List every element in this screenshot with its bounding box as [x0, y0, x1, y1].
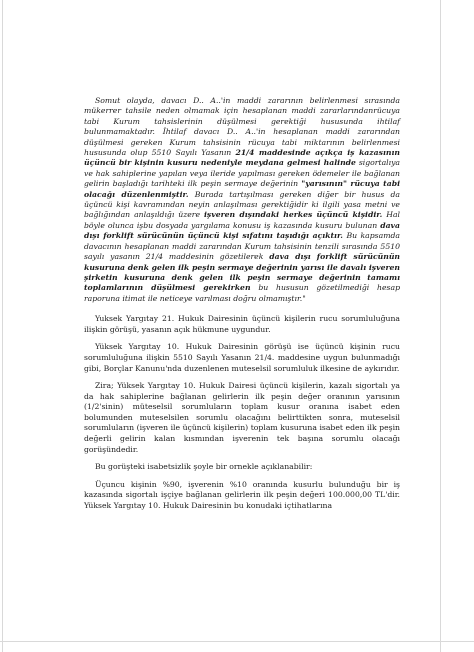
paragraph-example: Üçuncu kişinin %90, işverenin %10 oranında kusurlu bulunduğu bir iş kazasında sigortalı işçiye bağlanan gelirlerin ilk peşin değeri 100.000,00 TL'dir. Yüksek Yargıtay 10. Hukuk Dairesinin bu konudaki içtihatlarına	[84, 479, 400, 511]
quote-emphasis: 21/4 maddesinde açıkça iş kazasının üçüncü bir kişinin kusuru nedeniyle meydana gelmesi halinde	[84, 148, 400, 168]
quote-segment: sigortalıya ve hak sahiplerine yapılan veya ileride yapılması gereken ödemeler ile bağlanan gelirin başladığı tarihteki ilk peşin sermaye değerinin	[84, 158, 400, 189]
page-bottom-edge	[0, 641, 474, 642]
quote-emphasis: dava dışı forklift sürücünün üçüncü kişi sıfatını taşıdığı açıktır.	[84, 220, 400, 241]
quote-segment: Burada tartışılması gereken diğer bir husus da üçüncü kişi kavramından neyin anlaşılması gerektiğidir ki ilgili yasa metni ve bağlığından anlaşıldığı üzere	[84, 189, 401, 220]
page-body	[84, 96, 400, 512]
quote-segment: bu hususun gözetilmediği hesap raporuna itimat ile neticeye varılması doğru olmamıştır."	[84, 283, 400, 303]
quote-segment: Somut olayda, davacı D.. A..'in maddi zararının belirlenmesi sırasında mükerrer tahsile neden olmamak için hesaplanan maddi zararlarındanrücuya tabi Kurum tahsislerinin düşülmesi gerektiği hususunda ihtilaf bulunmamaktadır. İhtilaf davacı D.. A..'in hesaplanan maddi zararından düşülmesi gereken Kurum tahsisinin rücuya tabi miktarının belirlenmesi hususunda olup 5510 Sayılı Yasanın	[84, 96, 400, 158]
quote-segment: Bu kapsamda davacının hesaplanan maddi zararından Kurum tahsisinin tenzili sırasında 5510 sayılı yasanın 21/4 maddesinin gözetilerek	[84, 231, 400, 262]
paragraph-10th-chamber-view: Yüksek Yargıtay 10. Hukuk Dairesinin görüşü ise üçüncü kişinin rucu sorumluluğuna ilişkin 5510 Sayılı Yasanın 21/4. maddesine uygun bulunmadığı gibi, Borçlar Kanunu'nda duzenlenen muteselsil sorumluluk ilkesine de aykırıdır.	[84, 342, 400, 373]
quote-emphasis: dava dışı forklift sürücünün kusuruna denk gelen ilk peşin sermaye değerinin yarısı ile davalı işveren şirketin kusuruna denk gelen ilk peşin sermaye değerinin tamamı toplamlarının düşülmesi gerekirken	[84, 252, 401, 293]
quote-emphasis: "yarısının" rücuya tabi olacağı düzenlenmiştir.	[84, 179, 400, 199]
quote-emphasis: işveren dışındaki herkes üçüncü kişidir.	[204, 210, 383, 220]
quote-segment: Hal böyle olunca işbu dosyada yargılama konusu iş kazasında kusuru bulunan	[84, 210, 400, 230]
page-right-edge	[440, 0, 441, 652]
page-left-edge	[2, 0, 3, 652]
paragraph-10th-chamber-reasoning: Zira; Yüksek Yargıtay 10. Hukuk Dairesi üçüncü kişilerin, kazalı sigortalı ya da hak sahiplerine bağlanan gelirlerin ilk peşin değer oranının yarısının (1/2'sinin) müteselsil sorumluların toplam kusur oranına isabet eden bolumunden muteselsilen sorumlu olacağını belirttikten sonra, muteselsil sorumluların (işveren ile üçüncü kişilerin) toplam kusuruna isabet eden ilk peşin değerli gelirin kalan kısmından işverenin tek başına sorumlu olacağı gorüşündedir.	[84, 381, 400, 454]
paragraph-example-intro: Bu gorüşteki isabetsizlik şoyle bir ornekle açıklanabilir:	[95, 462, 313, 472]
court-decision-quote	[84, 96, 400, 304]
paragraph-21st-chamber-view: Yuksek Yargıtay 21. Hukuk Dairesinin üçüncü kişilerin rucu sorumluluğuna ilişkin görüşü, yasanın açık hükmune uygundur.	[84, 314, 400, 334]
